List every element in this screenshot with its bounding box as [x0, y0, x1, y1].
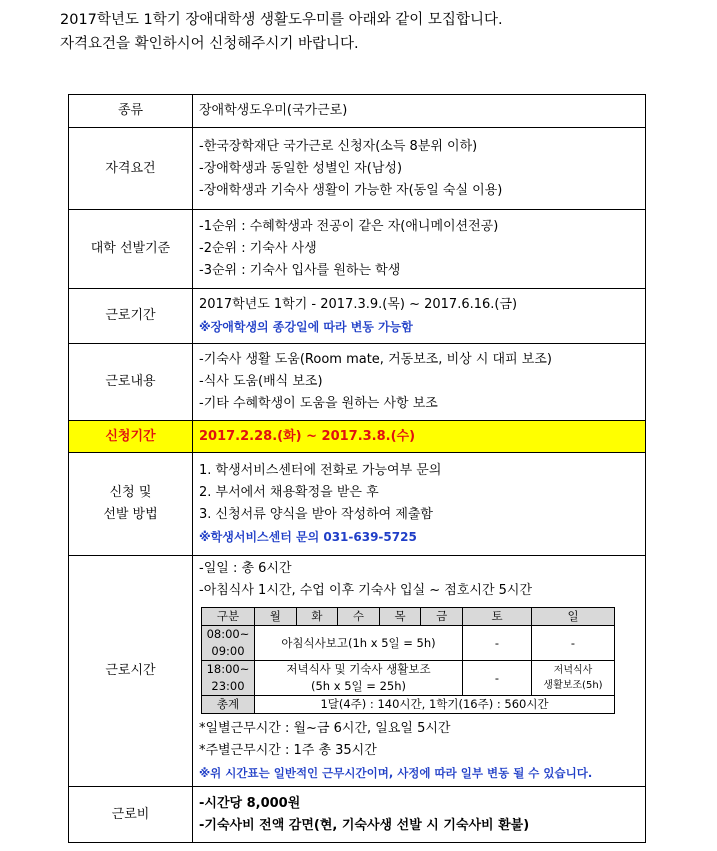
evening-content-line-2: (5h x 5일 = 25h)	[311, 679, 406, 693]
evening-sun-line-1: 저녁식사	[553, 665, 593, 676]
apply-period-label: 신청기간	[69, 421, 193, 453]
evening-sun-line-2: 생활보조(5h)	[543, 680, 603, 691]
schedule-total-value: 1달(4주) : 140시간, 1학기(16주) : 560시간	[255, 696, 615, 714]
schedule-time-morning	[202, 626, 255, 661]
schedule-row-evening	[202, 661, 615, 696]
period-value	[193, 289, 646, 344]
hours-breakdown: -아침식사 1시간, 수업 이후 기숙사 입실 ~ 점호시간 5시간	[199, 583, 533, 598]
time-start: 08:00~	[206, 627, 250, 641]
type-label: 종류	[69, 95, 193, 128]
intro-text	[60, 8, 503, 56]
row-hours	[69, 556, 646, 787]
row-criteria	[69, 210, 646, 289]
hours-weekly-detail: *주별근무시간 : 1주 총 35시간	[199, 743, 377, 758]
row-duties	[69, 344, 646, 421]
schedule-morning-sun: -	[532, 626, 615, 661]
row-apply-period	[69, 421, 646, 453]
schedule-total-row	[202, 696, 615, 714]
schedule-time-evening	[202, 661, 255, 696]
method-line: 1. 학생서비스센터에 전화로 가능여부 문의	[199, 463, 442, 478]
criteria-label: 대학 선발기준	[69, 210, 193, 289]
schedule-evening-sun	[532, 661, 615, 696]
schedule-total-label: 총계	[202, 696, 255, 714]
method-line: 3. 신청서류 양식을 받아 작성하여 제출함	[199, 507, 433, 522]
row-qualification	[69, 128, 646, 210]
row-period	[69, 289, 646, 344]
period-note: ※장애학생의 종강일에 따라 변동 가능함	[199, 320, 413, 334]
duties-value	[193, 344, 646, 421]
row-method	[69, 453, 646, 556]
schedule-table	[201, 607, 615, 714]
method-line: 2. 부서에서 채용확정을 받은 후	[199, 485, 379, 500]
schedule-header: 목	[379, 608, 421, 626]
row-pay	[69, 787, 646, 843]
method-label-line-2: 선발 방법	[103, 507, 158, 522]
schedule-morning-content: 아침식사보고(1h x 5일 = 5h)	[255, 626, 463, 661]
schedule-evening-content	[255, 661, 463, 696]
evening-content-line-1: 저녁식사 및 기숙사 생활보조	[286, 662, 431, 676]
schedule-header: 수	[338, 608, 380, 626]
criteria-line: -2순위 : 기숙사 사생	[199, 241, 317, 256]
time-start: 18:00~	[206, 662, 250, 676]
criteria-line: -1순위 : 수혜학생과 전공이 같은 자(애니메이션전공)	[199, 219, 499, 234]
qualification-value	[193, 128, 646, 210]
recruitment-table	[68, 94, 646, 843]
schedule-header: 토	[463, 608, 532, 626]
row-type	[69, 95, 646, 128]
qualification-line: -한국장학재단 국가근로 신청자(소득 8분위 이하)	[199, 138, 478, 154]
time-end: 09:00	[211, 644, 245, 658]
duties-line: -기숙사 생활 도움(Room mate, 거동보조, 비상 시 대피 보조)	[199, 352, 552, 367]
hours-daily: -일일 : 총 6시간	[199, 561, 292, 576]
hours-value	[193, 556, 646, 787]
criteria-line: -3순위 : 기숙사 입사를 원하는 학생	[199, 263, 401, 278]
method-label-line-1: 신청 및	[109, 485, 152, 500]
schedule-header: 구분	[202, 608, 255, 626]
duties-line: -식사 도움(배식 보조)	[199, 374, 323, 389]
schedule-header: 월	[255, 608, 297, 626]
schedule-row-morning	[202, 626, 615, 661]
schedule-evening-sat: -	[463, 661, 532, 696]
schedule-header: 금	[421, 608, 463, 626]
method-contact-note: ※학생서비스센터 문의 031-639-5725	[199, 530, 417, 544]
hours-daily-detail: *일별근무시간 : 월~금 6시간, 일요일 5시간	[199, 721, 451, 736]
hours-note: ※위 시간표는 일반적인 근무시간이며, 사정에 따라 일부 변동 될 수 있습니다.	[199, 766, 593, 780]
duties-label: 근로내용	[69, 344, 193, 421]
pay-line-2: -기숙사비 전액 감면(현, 기숙사생 선발 시 기숙사비 환불)	[199, 817, 530, 833]
duties-line: -기타 수혜학생이 도움을 원하는 사항 보조	[199, 396, 438, 411]
pay-line-1: -시간당 8,000원	[199, 795, 301, 811]
qualification-line: -장애학생과 기숙사 생활이 가능한 자(동일 숙실 이용)	[199, 182, 503, 198]
type-value: 장애학생도우미(국가근로)	[193, 95, 646, 128]
qualification-label: 자격요건	[69, 128, 193, 210]
criteria-value	[193, 210, 646, 289]
hours-label: 근로시간	[69, 556, 193, 787]
time-end: 23:00	[211, 679, 245, 693]
method-label	[69, 453, 193, 556]
pay-label: 근로비	[69, 787, 193, 843]
schedule-header: 일	[532, 608, 615, 626]
intro-line-2: 자격요건을 확인하시어 신청해주시기 바랍니다.	[60, 36, 359, 52]
schedule-morning-sat: -	[463, 626, 532, 661]
schedule-header-row	[202, 608, 615, 626]
method-value	[193, 453, 646, 556]
period-dates: 2017학년도 1학기 - 2017.3.9.(목) ~ 2017.6.16.(금)	[199, 297, 518, 312]
period-label: 근로기간	[69, 289, 193, 344]
schedule-header: 화	[296, 608, 338, 626]
qualification-line: -장애학생과 동일한 성별인 자(남성)	[199, 160, 403, 176]
apply-period-value: 2017.2.28.(화) ~ 2017.3.8.(수)	[193, 421, 646, 453]
intro-line-1: 2017학년도 1학기 장애대학생 생활도우미를 아래와 같이 모집합니다.	[60, 12, 503, 28]
pay-value	[193, 787, 646, 843]
